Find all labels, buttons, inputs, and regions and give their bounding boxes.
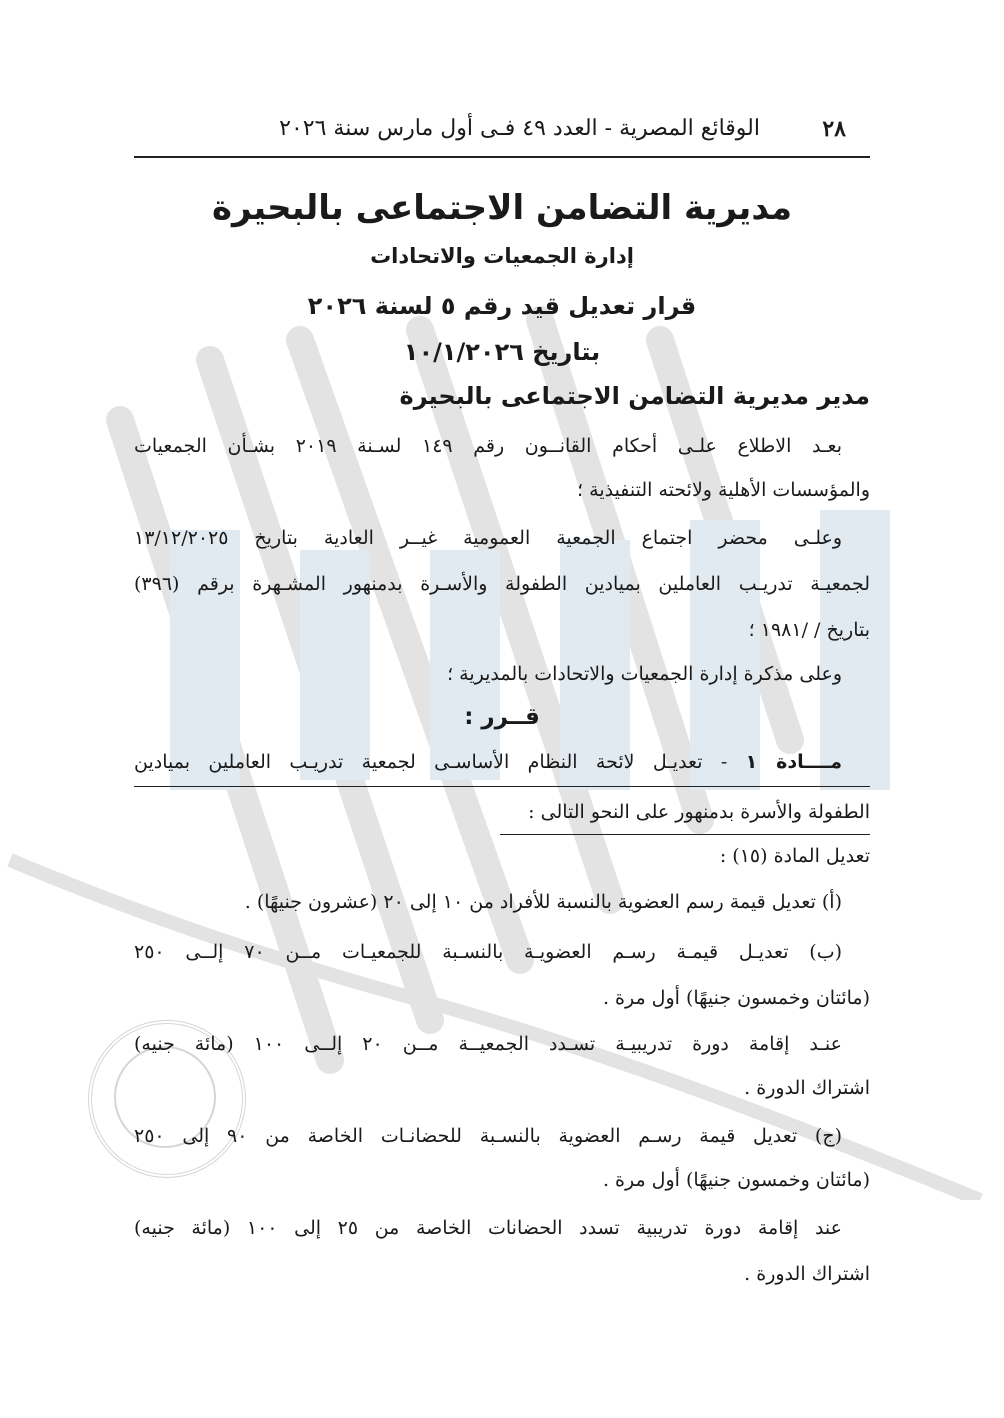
issuer-title: مدير مديرية التضامن الاجتماعى بالبحيرة: [399, 382, 870, 410]
preamble-line: والمؤسسات الأهلية ولائحته التنفيذية ؛: [577, 479, 870, 501]
preamble-line: لجمعيـة تدريـب العاملين بميادين الطفولة والأسـرة بدمنهور المشـهرة برقم (٣٩٦): [134, 573, 870, 595]
article-text: - تعديـل لائحة النظام الأساسـى لجمعية تدريـب العاملين بميادين: [134, 751, 746, 773]
page-number: ٢٨: [822, 116, 846, 142]
article-underline: [500, 834, 870, 835]
preamble-line: بعـد الاطلاع علـى أحكام القانــون رقم ١٤٩ لسـنة ٢٠١٩ بشـأن الجمعيات: [134, 435, 842, 457]
amend-item: عنـد إقامة دورة تدريبيـة تسـدد الجمعيــة مــن ٢٠ إلــى ١٠٠ (مائة جنيه): [134, 1033, 842, 1055]
article-line: [134, 748, 870, 776]
article-line: الطفولة والأسرة بدمنهور على النحو التالى :: [528, 801, 870, 823]
article-underline: [134, 786, 870, 787]
issue-line: الوقائع المصرية - العدد ٤٩ فـى أول مارس سنة ٢٠٢٦: [279, 116, 760, 141]
amend-item: (ج) تعديل قيمة رسـم العضوية بالنسـبة للحضانـات الخاصة من ٩٠ إلى ٢٥٠: [134, 1125, 843, 1147]
amend-item: عند إقامة دورة تدريبية تسدد الحضانات الخاصة من ٢٥ إلى ١٠٠ (مائة جنيه): [134, 1217, 842, 1239]
running-header: [134, 112, 870, 152]
amend-item: اشتراك الدورة .: [744, 1077, 870, 1099]
amend-item: (ب) تعديـل قيمـة رسـم العضويـة بالنسـبة للجمعيـات مــن ٧٠ إلــى ٢٥٠: [134, 941, 842, 963]
preamble-line: بتاريخ / /١٩٨١ ؛: [748, 619, 870, 641]
amend-heading: تعديل المادة (١٥) :: [719, 845, 870, 867]
authority-title: مديرية التضامن الاجتماعى بالبحيرة: [211, 188, 793, 228]
amend-item: (مائتان وخمسون جنيهًا) أول مرة .: [602, 987, 870, 1009]
preamble-line: وعلى مذكرة إدارة الجمعيات والاتحادات بالمديرية ؛: [447, 663, 842, 685]
decision-title: قرار تعديل قيد رقم ٥ لسنة ٢٠٢٦: [307, 292, 697, 320]
preamble-line: وعلـى محضر اجتماع الجمعية العمومية غيــر العادية بتاريخ ١٣/١٢/٢٠٢٥: [134, 527, 842, 549]
article-label: مــــادة ١: [745, 751, 842, 773]
amend-item: (أ) تعديل قيمة رسم العضوية بالنسبة للأفراد من ١٠ إلى ٢٠ (عشرون جنيهًا) .: [244, 891, 842, 913]
amend-item: (مائتان وخمسون جنيهًا) أول مرة .: [602, 1169, 870, 1191]
amend-item: اشتراك الدورة .: [744, 1263, 870, 1285]
department-title: إدارة الجمعيات والاتحادات: [370, 244, 634, 268]
header-rule: [134, 156, 870, 158]
decision-date: بتاريخ ١٠/١/٢٠٢٦: [403, 338, 601, 366]
decreed-label: قــرر :: [464, 704, 540, 730]
